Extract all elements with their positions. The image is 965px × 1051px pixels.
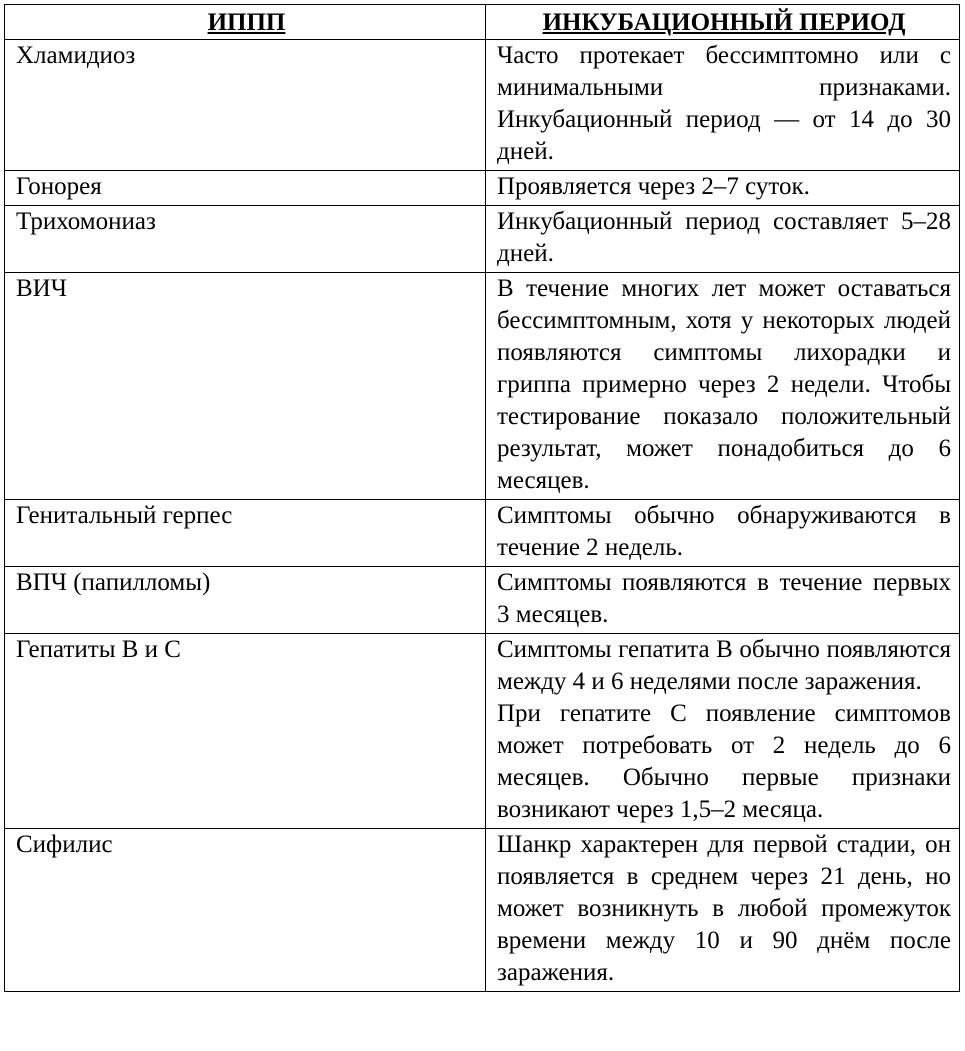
incubation-period-cell (486, 829, 960, 992)
table-row (5, 171, 960, 206)
incubation-period-cell (486, 634, 960, 829)
disease-name: Генитальный герпес (5, 500, 486, 567)
table-row (5, 40, 960, 171)
header-row (5, 5, 960, 40)
incubation-period-text: Часто протекает бессимптомно или с минимальными признаками. Инкубационный период — от 14 до 30 дней. (497, 42, 951, 165)
incubation-period-text: Шанкр характерен для первой стадии, он появляется в среднем через 21 день, но может возникнуть в любой промежуток времени между 10 и 90 днём после заражения. (497, 831, 951, 986)
incubation-period-cell (486, 567, 960, 634)
incubation-period-text: Инкубационный период составляет 5–28 дней. (497, 208, 951, 267)
header-disease: ИППП (5, 5, 486, 40)
incubation-period-cell (486, 273, 960, 500)
disease-name: Хламидиоз (5, 40, 486, 171)
incubation-period-cell (486, 40, 960, 171)
header-incubation-period: ИНКУБАЦИОННЫЙ ПЕРИОД (486, 5, 960, 40)
incubation-period-text: В течение многих лет может оставаться бессимптомным, хотя у некоторых людей появляются симптомы лихорадки и гриппа примерно через 2 недели. Чтобы тестирование показало положительный результат, может понадобиться до 6 месяцев. (497, 275, 951, 494)
table-row (5, 206, 960, 273)
table-row (5, 273, 960, 500)
incubation-period-text: При гепатите С появление симптомов может потребовать от 2 недель до 6 месяцев. Обычно первые признаки возникают через 1,5–2 месяца. (497, 700, 951, 823)
sti-incubation-table (4, 4, 960, 992)
disease-name: ВПЧ (папилломы) (5, 567, 486, 634)
incubation-period-cell (486, 500, 960, 567)
incubation-period-cell (486, 206, 960, 273)
disease-name: Гепатиты В и С (5, 634, 486, 829)
disease-name: Гонорея (5, 171, 486, 206)
incubation-period-text: Симптомы гепатита В обычно появляются между 4 и 6 неделями после заражения. (497, 636, 951, 695)
disease-name: ВИЧ (5, 273, 486, 500)
incubation-period-cell (486, 171, 960, 206)
incubation-period-text: Проявляется через 2–7 суток. (497, 173, 810, 200)
disease-name: Трихомониаз (5, 206, 486, 273)
disease-name: Сифилис (5, 829, 486, 992)
incubation-period-text: Симптомы появляются в течение первых 3 месяцев. (497, 569, 951, 628)
table-row (5, 500, 960, 567)
table-row (5, 829, 960, 992)
table-row (5, 634, 960, 829)
incubation-period-text: Симптомы обычно обнаруживаются в течение 2 недель. (497, 502, 951, 561)
table-row (5, 567, 960, 634)
